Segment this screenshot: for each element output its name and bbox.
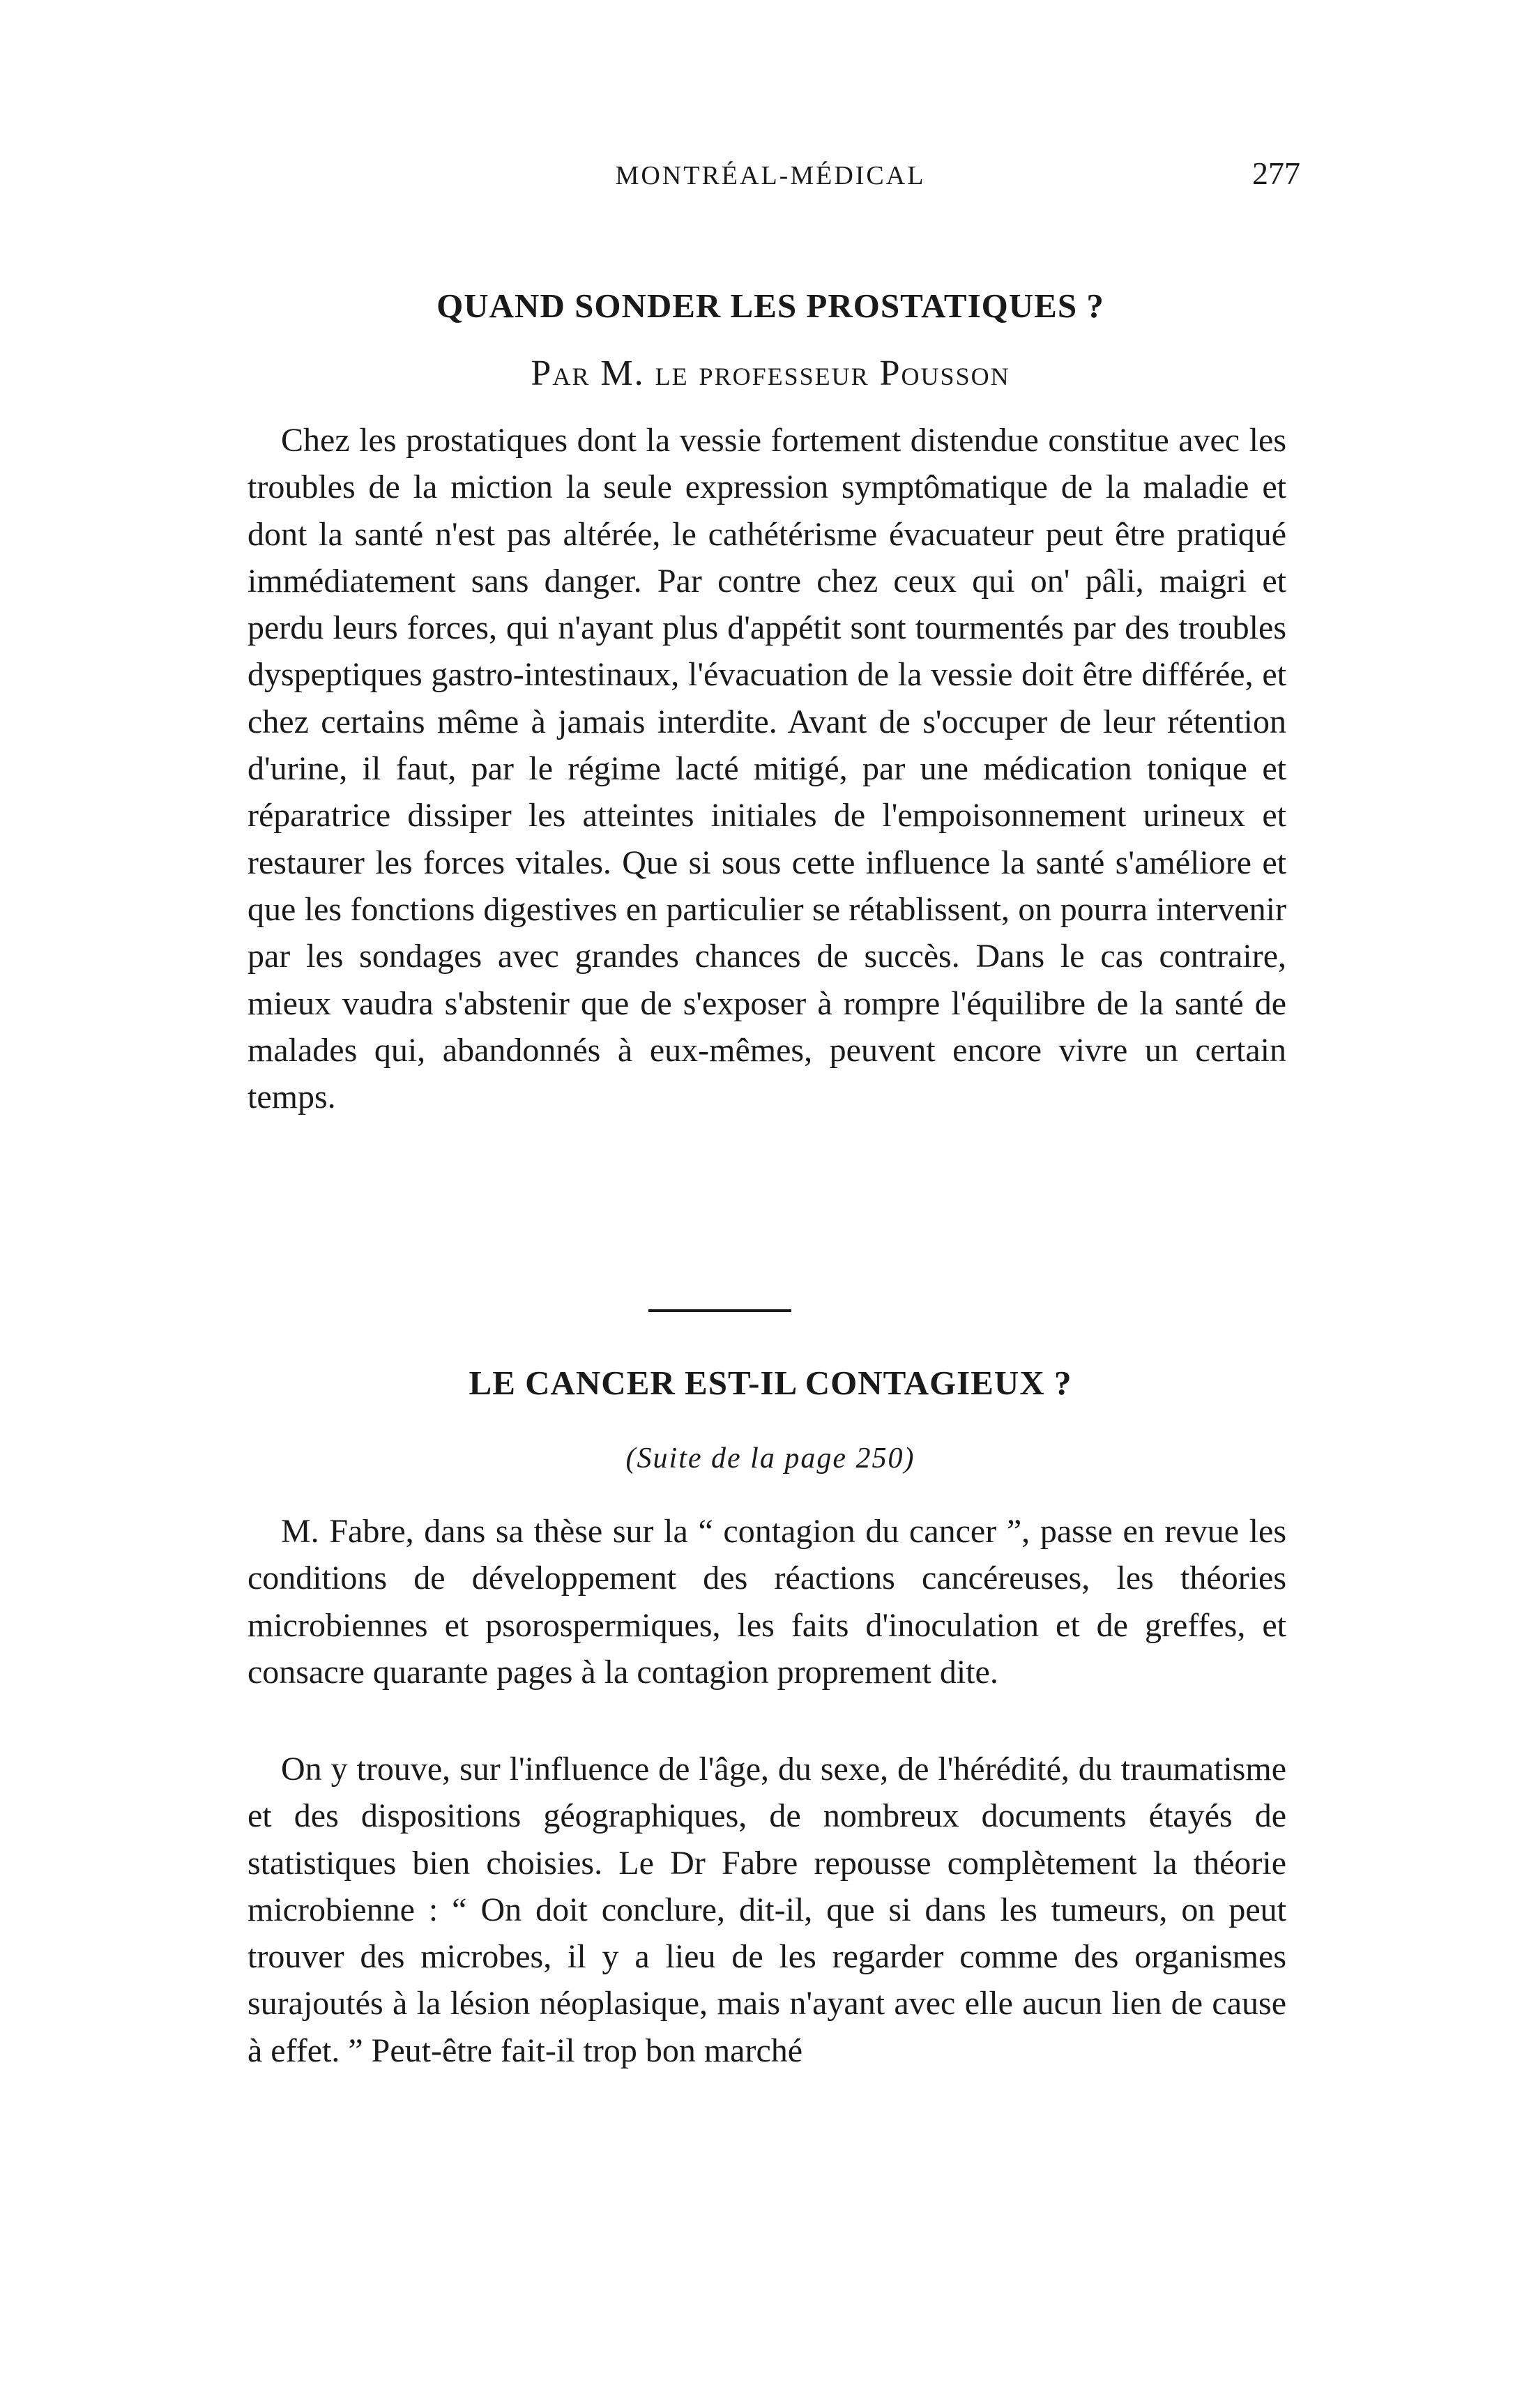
article-paragraph: On y trouve, sur l'influence de l'âge, du sexe, de l'hérédité, du traumatisme et des dispositions géographiques, de nombreux documents étayés de statistiques bien choisies. Le Dr Fabre repousse complètement la théorie microbienne : “ On doit conclure, dit-il, que si dans les tumeurs, on peut trouver des microbes, il y a lieu de les regarder comme des organismes surajoutés à la lésion néoplasique, mais n'ayant avec elle aucun lien de cause à effet. ” Peut-être fait-il trop bon marché	[248, 1751, 1286, 2069]
continuation-note: (Suite de la page 250)	[625, 1442, 915, 1474]
article-paragraph: Chez les prostatiques dont la vessie fortement distendue constitue avec les troubles de la miction la seule expression symptômatique de la maladie et dont la santé n'est pas altérée, le cathétérisme évacuateur peut être pratiqué immédiatement sans danger. Par contre chez ceux qui on' pâli, maigri et perdu leurs forces, qui n'ayant plus d'appétit sont tourmentés par des troubles dyspeptiques gastro-intestinaux, l'évacuation de la vessie doit être différée, et chez certains même à jamais interdite. Avant de s'occuper de leur rétention d'urine, il faut, par le régime lacté mitigé, par une médication tonique et réparatrice dissiper les atteintes initiales de l'empoisonnement urineux et restaurer les forces vitales. Que si sous cette influence la santé s'améliore et que les fonctions digestives en particulier se rétablissent, on pourra intervenir par les sondages avec grandes chances de succès. Dans le cas contraire, mieux vaudra s'abstenir que de s'exposer à rompre l'équilibre de la santé de malades qui, abandonnés à eux-mêmes, peuvent encore vivre un certain temps.	[248, 422, 1286, 1116]
section-divider	[648, 1309, 791, 1312]
article-title: LE CANCER EST-IL CONTAGIEUX ?	[469, 1364, 1072, 1402]
article-paragraph: M. Fabre, dans sa thèse sur la “ contagion du cancer ”, passe en revue les conditions de développement des réactions cancéreuses, les théories microbiennes et psorospermiques, les faits d'inoculation et de greffes, et consacre quarante pages à la contagion proprement dite.	[248, 1513, 1286, 1691]
journal-title: MONTRÉAL-MÉDICAL	[615, 161, 926, 190]
article-byline: Par M. le professeur Pousson	[531, 353, 1010, 393]
page-number: 277	[1252, 155, 1300, 191]
article-title: QUAND SONDER LES PROSTATIQUES ?	[436, 287, 1104, 325]
running-header	[248, 155, 1300, 197]
